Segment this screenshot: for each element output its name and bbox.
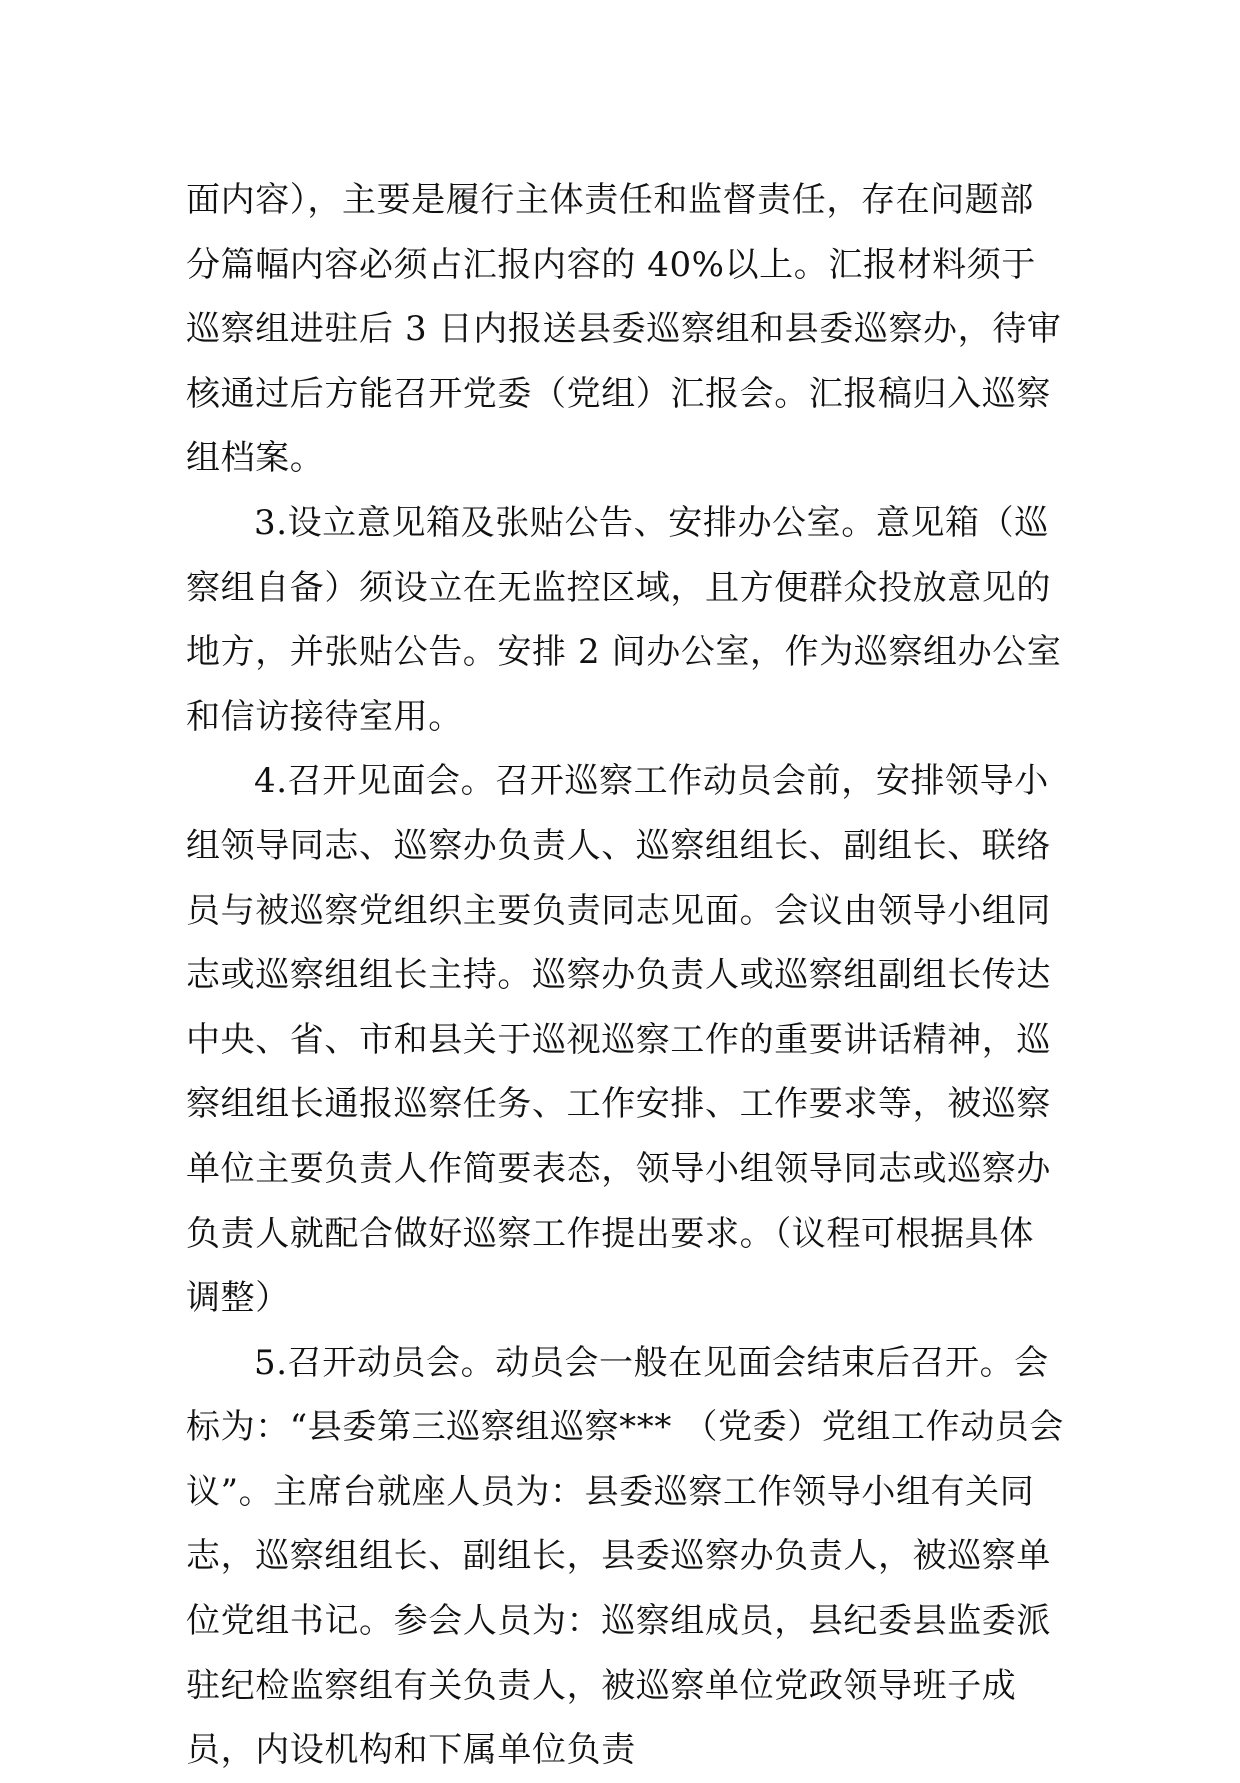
paragraph-continued: 面内容），主要是履行主体责任和监督责任，存在问题部分篇幅内容必须占汇报内容的 40%以上。汇报材料须于巡察组进驻后 3 日内报送县委巡察组和县委巡察办，待审核通过后方能召开党委（党组）汇报会。汇报稿归入巡察组档案。 xyxy=(186,180,1062,479)
paragraph-item-5: 5.召开动员会。动员会一般在见面会结束后召开。会标为：“县委第三巡察组巡察*** （党委）党组工作动员会议”。主席台就座人员为：县委巡察工作领导小组有关同志，巡察组组长、副组长，县委巡察办负责人，被巡察单位党组书记。参会人员为：巡察组成员，县纪委县监委派驻纪检监察组有关负责人，被巡察单位党政领导班子成员，内设机构和下属单位负责 xyxy=(186,1342,1064,1771)
paragraph-item-4: 4.召开见面会。召开巡察工作动员会前，安排领导小组领导同志、巡察办负责人、巡察组组长、副组长、联络员与被巡察党组织主要负责同志见面。会议由领导小组同志或巡察组组长主持。巡察办负责人或巡察组副组长传达中央、省、市和县关于巡视巡察工作的重要讲话精神，巡察组组长通报巡察任务、工作安排、工作要求等，被巡察单位主要负责人作简要表态，领导小组领导同志或巡察办负责人就配合做好巡察工作提出要求。（议程可根据具体调整） xyxy=(186,761,1051,1319)
document-body xyxy=(186,168,1066,1783)
paragraph-item-3: 3.设立意见箱及张贴公告、安排办公室。意见箱（巡察组自备）须设立在无监控区域，且方便群众投放意见的地方，并张贴公告。安排 2 间办公室，作为巡察组办公室和信访接待室用。 xyxy=(186,502,1062,737)
